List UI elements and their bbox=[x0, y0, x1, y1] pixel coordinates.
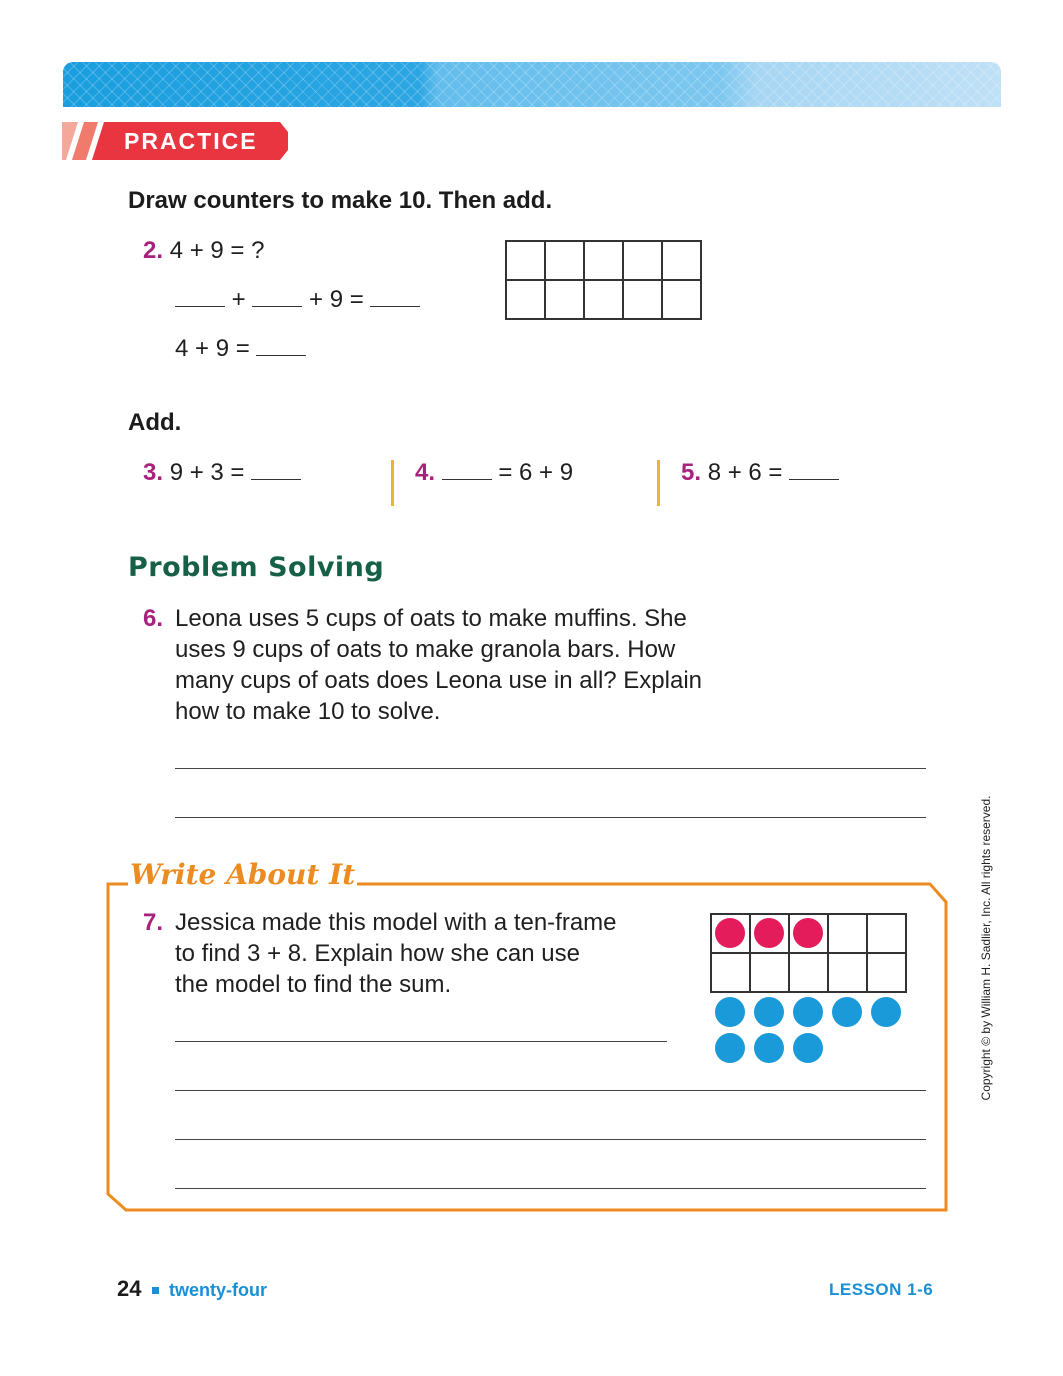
divider bbox=[391, 460, 394, 506]
problem-5-number: 5. bbox=[681, 459, 702, 486]
problem-6-line: how to make 10 to solve. bbox=[175, 698, 441, 725]
problem-2-question bbox=[143, 237, 264, 265]
answer-blank[interactable] bbox=[789, 463, 839, 480]
copyright-notice: Copyright © by William H. Sadlier, Inc. All rights reserved. bbox=[979, 795, 993, 1101]
problem-solving-heading: Problem Solving bbox=[128, 552, 385, 583]
problem-3 bbox=[143, 459, 301, 487]
problem-6-line: uses 9 cups of oats to make granola bars. How bbox=[175, 636, 676, 663]
red-counter bbox=[754, 918, 784, 948]
problem-6-text bbox=[175, 603, 702, 727]
problem-4 bbox=[415, 459, 573, 487]
problem-2-number: 2. bbox=[143, 237, 164, 264]
problem-5 bbox=[681, 459, 839, 487]
answer-line[interactable] bbox=[175, 1139, 926, 1140]
blue-counter bbox=[754, 1033, 784, 1063]
problem-7-line: the model to find the sum. bbox=[175, 971, 452, 998]
lesson-label: LESSON 1-6 bbox=[829, 1280, 934, 1299]
problem-7-text bbox=[175, 907, 617, 1000]
blue-counter bbox=[793, 1033, 823, 1063]
page-number-words: twenty-four bbox=[169, 1280, 267, 1300]
practice-label: PRACTICE bbox=[124, 128, 258, 154]
blue-counter bbox=[715, 997, 745, 1027]
practice-tab bbox=[62, 122, 288, 160]
problem-2-final-text: 4 + 9 = bbox=[175, 335, 250, 362]
answer-line[interactable] bbox=[175, 1188, 926, 1189]
answer-blank[interactable] bbox=[252, 290, 302, 307]
problem-6-line: Leona uses 5 cups of oats to make muffins. She bbox=[175, 605, 687, 632]
problem-5-text: 8 + 6 = bbox=[707, 459, 783, 486]
problem-3-text: 9 + 3 = bbox=[169, 459, 245, 486]
answer-blank[interactable] bbox=[442, 463, 492, 480]
problem-4-text: = 6 + 9 bbox=[498, 459, 574, 486]
answer-line[interactable] bbox=[175, 1090, 926, 1091]
blue-counter bbox=[754, 997, 784, 1027]
instruction-draw-counters: Draw counters to make 10. Then add. bbox=[128, 187, 553, 214]
problem-6-line: many cups of oats does Leona use in all? Explain bbox=[175, 667, 703, 694]
red-counter bbox=[715, 918, 745, 948]
plus-sign: + bbox=[231, 286, 246, 313]
problem-2-make-ten-step bbox=[175, 286, 420, 314]
blue-counter bbox=[871, 997, 901, 1027]
problem-6-number: 6. bbox=[143, 605, 164, 632]
header-band bbox=[63, 62, 1001, 107]
answer-blank[interactable] bbox=[251, 463, 301, 480]
problem-7-number: 7. bbox=[143, 909, 164, 936]
answer-blank[interactable] bbox=[256, 339, 306, 356]
blue-counter bbox=[832, 997, 862, 1027]
problem-7-line: to find 3 + 8. Explain how she can use bbox=[175, 940, 580, 967]
answer-line[interactable] bbox=[175, 817, 926, 818]
answer-blank[interactable] bbox=[370, 290, 420, 307]
write-about-it-heading: Write About It bbox=[130, 858, 356, 891]
empty-ten-frame[interactable] bbox=[505, 240, 702, 320]
problem-2-text: 4 + 9 = ? bbox=[169, 237, 265, 264]
red-counter bbox=[793, 918, 823, 948]
page-number: 24 bbox=[117, 1276, 142, 1301]
problem-3-number: 3. bbox=[143, 459, 164, 486]
problem-4-number: 4. bbox=[415, 459, 436, 486]
blue-counter bbox=[715, 1033, 745, 1063]
answer-line[interactable] bbox=[175, 1041, 667, 1042]
blue-counter bbox=[793, 997, 823, 1027]
answer-line[interactable] bbox=[175, 768, 926, 769]
instruction-add: Add. bbox=[128, 409, 182, 436]
problem-2-final bbox=[175, 335, 306, 363]
divider bbox=[657, 460, 660, 506]
plus-nine-equals: + 9 = bbox=[309, 286, 364, 313]
problem-7-line: Jessica made this model with a ten-frame bbox=[175, 909, 617, 936]
answer-blank[interactable] bbox=[175, 290, 225, 307]
footer-square-bullet bbox=[152, 1287, 159, 1294]
